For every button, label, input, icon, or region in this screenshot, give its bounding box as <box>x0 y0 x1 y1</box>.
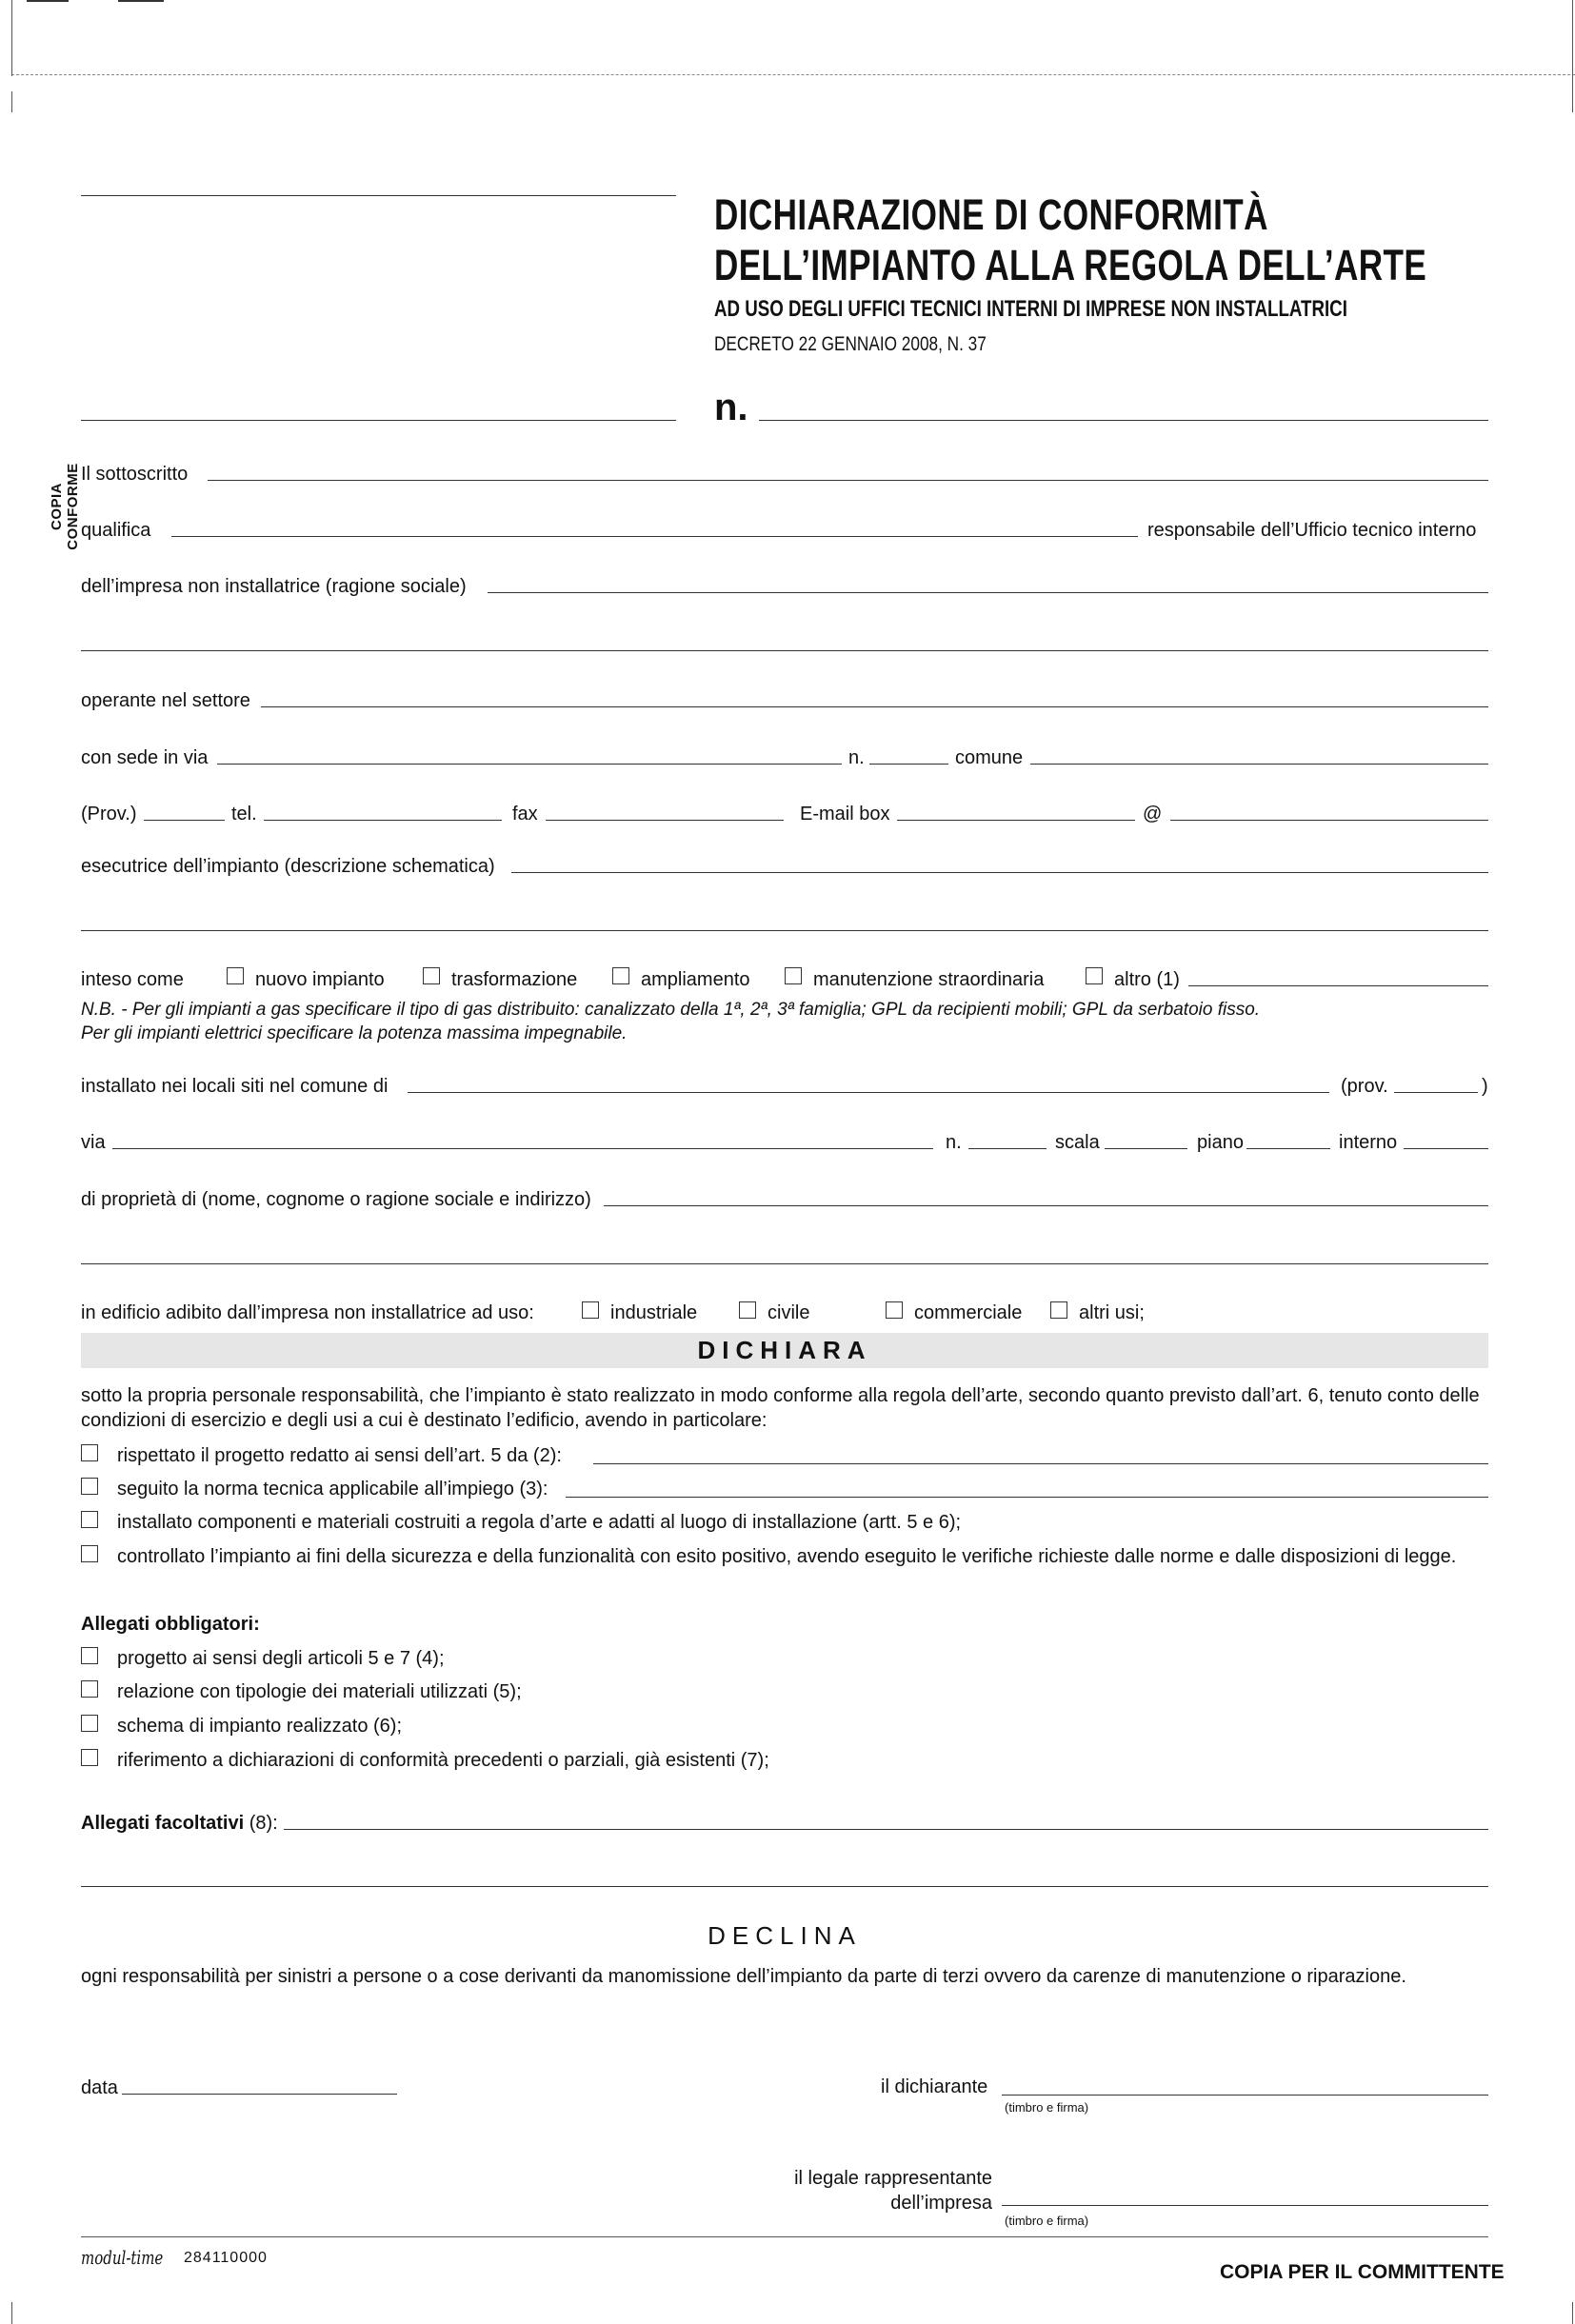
facoltativi-field[interactable] <box>284 1829 1488 1830</box>
crop-mark <box>1572 0 1573 112</box>
option-ampliamento: ampliamento <box>641 969 750 990</box>
checkbox-dichiara-3[interactable] <box>81 1511 98 1528</box>
dichiara-item-4: controllato l’impianto ai fini della sicurezza e della funzionalità con esito positivo, avendo eseguito le verifiche richieste dalle norme e dalle disposizioni di legge. <box>117 1546 1457 1567</box>
label-responsabile: responsabile dell’Ufficio tecnico interno <box>1147 520 1477 541</box>
option-commerciale: commerciale <box>914 1302 1023 1323</box>
option-nuovo-impianto: nuovo impianto <box>255 969 385 990</box>
option-civile: civile <box>768 1302 810 1323</box>
checkbox-trasformazione[interactable] <box>423 967 440 984</box>
copy-label: COPIA PER IL COMMITTENTE <box>1220 2261 1505 2283</box>
option-altri-usi: altri usi; <box>1079 1302 1145 1323</box>
label-legale-1: il legale rappresentante <box>794 2168 992 2189</box>
label-numero: n. <box>848 747 865 768</box>
header-blank-line <box>81 420 676 421</box>
numero-field[interactable] <box>869 764 948 765</box>
declina-heading: DECLINA <box>708 1921 862 1950</box>
checkbox-altri-usi[interactable] <box>1050 1301 1067 1319</box>
label-sottoscritto: Il sottoscritto <box>81 464 189 485</box>
crop-mark <box>11 0 12 76</box>
checkbox-altro[interactable] <box>1086 967 1103 984</box>
sede-via-field[interactable] <box>217 764 842 765</box>
dichiarante-signature-field[interactable] <box>1002 2095 1488 2096</box>
label-sede-via: con sede in via <box>81 747 209 768</box>
checkbox-allegato-3[interactable] <box>81 1715 98 1732</box>
comune-field[interactable] <box>1030 764 1488 765</box>
header-blank-line <box>81 195 676 196</box>
label-legale-2: dell’impresa <box>890 2193 992 2214</box>
allegati-facoltativi-label: Allegati facoltativi <box>81 1813 245 1834</box>
data-field[interactable] <box>122 2094 397 2095</box>
label-inteso: inteso come <box>81 969 184 990</box>
allegato-3: schema di impianto realizzato (6); <box>117 1716 403 1737</box>
dichiara-item-3: installato componenti e materiali costruiti a regola d’arte e adatti al luogo di installazione (artt. 5 e 6); <box>117 1512 962 1533</box>
number-label: n. <box>714 387 748 428</box>
scala-field[interactable] <box>1105 1148 1187 1149</box>
label-prov-close: ) <box>1482 1076 1488 1097</box>
proprieta-field-2[interactable] <box>81 1263 1488 1264</box>
fax-field[interactable] <box>546 820 784 821</box>
label-installato: installato nei locali siti nel comune di <box>81 1076 389 1097</box>
checkbox-allegato-1[interactable] <box>81 1647 98 1664</box>
title-line-1: DICHIARAZIONE DI CONFORMITÀ <box>714 190 1268 239</box>
label-prov-open: (prov. <box>1341 1076 1388 1097</box>
installato-comune-field[interactable] <box>408 1092 1329 1093</box>
label-email: E-mail box <box>800 804 890 824</box>
side-label: COPIA CONFORME <box>49 463 81 550</box>
label-proprieta: di proprietà di (nome, cognome o ragione sociale e indirizzo) <box>81 1189 591 1210</box>
crop-mark <box>11 91 12 112</box>
nb-line-1: N.B. - Per gli impianti a gas specificare il tipo di gas distribuito: canalizzato della 1ª, 2ª, 3ª famiglia; GPL da recipienti mobili; GPL da serbatoio fisso. <box>81 1000 1261 1020</box>
checkbox-dichiara-1[interactable] <box>81 1444 98 1461</box>
crop-mark <box>11 2302 12 2324</box>
checkbox-ampliamento[interactable] <box>612 967 629 984</box>
label-interno: interno <box>1339 1132 1398 1153</box>
declina-text: ogni responsabilità per sinistri a persone o a cose derivanti da manomissione dell’impianto da parte di terzi ovvero da carenze di manutenzione o riparazione. <box>81 1966 1406 1987</box>
label-via: via <box>81 1132 106 1153</box>
label-prov: (Prov.) <box>81 804 137 824</box>
crop-mark <box>1572 2302 1573 2324</box>
allegato-4: riferimento a dichiarazioni di conformità precedenti o parziali, già esistenti (7); <box>117 1750 769 1771</box>
qualifica-field[interactable] <box>171 536 1138 537</box>
checkbox-civile[interactable] <box>739 1301 756 1319</box>
label-dichiarante: il dichiarante <box>881 2076 988 2097</box>
top-dashed-line <box>11 74 1575 75</box>
sottoscritto-field[interactable] <box>208 480 1488 481</box>
installato-prov-field[interactable] <box>1394 1092 1478 1093</box>
checkbox-dichiara-4[interactable] <box>81 1545 98 1562</box>
checkbox-commerciale[interactable] <box>886 1301 903 1319</box>
progettista-field[interactable] <box>593 1463 1488 1464</box>
allegati-facoltativi-ref: (8): <box>244 1813 278 1834</box>
allegato-1: progetto ai sensi degli articoli 5 e 7 (4); <box>117 1648 445 1669</box>
brand-logo: modul-time <box>81 2246 164 2269</box>
label-esecutrice: esecutrice dell’impianto (descrizione schematica) <box>81 856 495 877</box>
label-impresa: dell’impresa non installatrice (ragione sociale) <box>81 576 467 597</box>
title-line-2: DELL’IMPIANTO ALLA REGOLA DELL’ARTE <box>714 241 1427 289</box>
piano-field[interactable] <box>1246 1148 1330 1149</box>
via-numero-field[interactable] <box>968 1148 1047 1149</box>
legale-signature-field[interactable] <box>1002 2205 1488 2206</box>
nb-line-2: Per gli impianti elettrici specificare la potenza massima impegnabile. <box>81 1023 628 1043</box>
form-code: 284110000 <box>184 2250 268 2266</box>
allegati-obbligatori-label: Allegati obbligatori: <box>81 1614 260 1635</box>
crop-mark <box>27 0 69 2</box>
label-settore: operante nel settore <box>81 690 250 711</box>
norma-field[interactable] <box>566 1497 1488 1498</box>
label-fax: fax <box>512 804 538 824</box>
allegato-2: relazione con tipologie dei materiali utilizzati (5); <box>117 1681 522 1702</box>
option-trasformazione: trasformazione <box>451 969 578 990</box>
esecutrice-field[interactable] <box>511 872 1488 873</box>
checkbox-manutenzione[interactable] <box>785 967 802 984</box>
timbro-note-1: (timbro e firma) <box>1005 2100 1089 2115</box>
email-domain-field[interactable] <box>1170 820 1488 821</box>
dichiara-intro: sotto la propria personale responsabilità, che l’impianto è stato realizzato in modo conforme alla regola dell’arte, secondo quanto previsto dall’art. 6, tenuto conto delle condizioni di esercizio e degli usi a cui è destinato l’edificio, avendo in particolare: <box>81 1385 1480 1431</box>
altro-field[interactable] <box>1188 985 1488 986</box>
interno-field[interactable] <box>1404 1148 1488 1149</box>
impresa-field[interactable] <box>488 592 1488 593</box>
checkbox-industriale[interactable] <box>582 1301 599 1319</box>
subtitle: AD USO DEGLI UFFICI TECNICI INTERNI DI IMPRESE NON INSTALLATRICI <box>714 296 1347 322</box>
checkbox-allegato-4[interactable] <box>81 1749 98 1766</box>
via-field[interactable] <box>112 1148 933 1149</box>
label-piano: piano <box>1197 1132 1244 1153</box>
impresa-field-2[interactable] <box>81 650 1488 651</box>
crop-mark <box>118 0 164 2</box>
settore-field[interactable] <box>261 706 1488 707</box>
dichiara-item-2: seguito la norma tecnica applicabile all’impiego (3): <box>117 1479 548 1500</box>
label-at: @ <box>1143 804 1163 824</box>
timbro-note-2: (timbro e firma) <box>1005 2214 1089 2228</box>
decree: DECRETO 22 GENNAIO 2008, N. 37 <box>714 333 987 355</box>
number-field[interactable] <box>759 420 1488 421</box>
prov-field[interactable] <box>144 820 225 821</box>
label-data: data <box>81 2077 118 2098</box>
label-comune: comune <box>955 747 1024 768</box>
label-scala: scala <box>1055 1132 1100 1153</box>
option-manutenzione: manutenzione straordinaria <box>813 969 1045 990</box>
label-tel: tel. <box>231 804 257 824</box>
tel-field[interactable] <box>264 820 502 821</box>
option-altro: altro (1) <box>1114 969 1180 990</box>
email-field[interactable] <box>897 820 1135 821</box>
label-qualifica: qualifica <box>81 520 151 541</box>
checkbox-dichiara-2[interactable] <box>81 1478 98 1495</box>
label-via-numero: n. <box>946 1132 962 1153</box>
option-industriale: industriale <box>610 1302 698 1323</box>
proprieta-field[interactable] <box>604 1205 1488 1206</box>
label-edificio: in edificio adibito dall’impresa non installatrice ad uso: <box>81 1302 534 1323</box>
checkbox-allegato-2[interactable] <box>81 1680 98 1698</box>
dichiara-heading: DICHIARA <box>697 1336 872 1364</box>
checkbox-nuovo-impianto[interactable] <box>227 967 244 984</box>
facoltativi-field-2[interactable] <box>81 1886 1488 1887</box>
esecutrice-field-2[interactable] <box>81 930 1488 931</box>
dichiara-item-1: rispettato il progetto redatto ai sensi dell’art. 5 da (2): <box>117 1445 562 1466</box>
footer-rule <box>81 2236 1488 2237</box>
allegati-facoltativi <box>81 1814 278 1833</box>
